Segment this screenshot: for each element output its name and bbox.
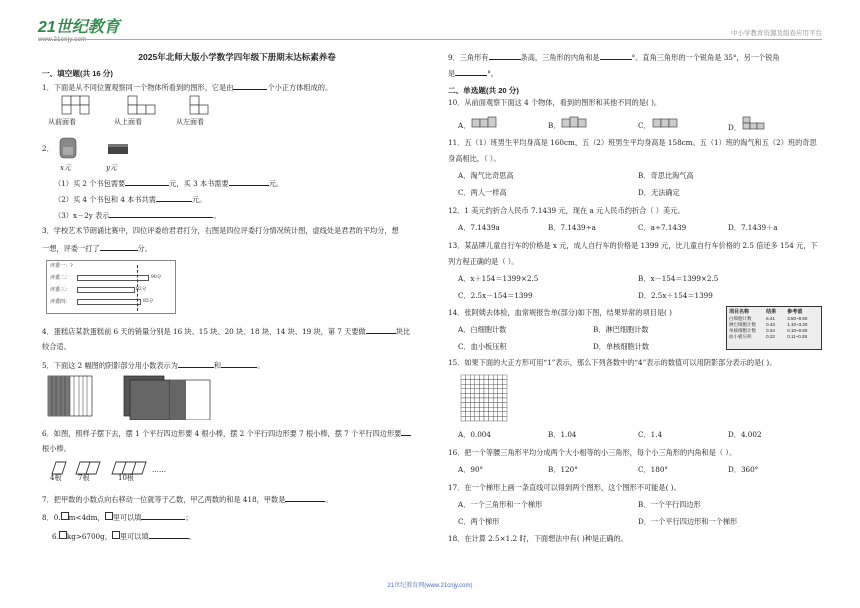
section-fill-blank: 一、填空题(共 16 分) [42, 69, 113, 79]
answer-blank[interactable] [125, 178, 169, 186]
question-7: 7．把甲数的小数点向右移动一位就等于乙数，甲乙两数的和是 418，甲数是 。 [42, 494, 333, 504]
option-c[interactable]: C．180° [638, 465, 668, 474]
question-12-options [458, 223, 818, 233]
view-label-left: 从左面看 [176, 117, 204, 126]
option-a[interactable]: A．x＋154＝1399×2.5 [458, 274, 539, 283]
option-a[interactable]: A．0.004 [458, 430, 491, 439]
question-8: 8．0. m<4dm， 里可以填 ； [42, 512, 193, 522]
question-3-cont: 一想，评委一打了 分。 [42, 243, 152, 253]
option-a[interactable]: A． [458, 116, 548, 133]
option-d[interactable]: D．360° [728, 465, 759, 474]
header-right-text: 中小学教育资源及组卷应用平台 [731, 30, 822, 37]
option-b[interactable]: B．x－154＝1399×2.5 [638, 274, 719, 283]
right-column [448, 52, 828, 582]
judge-4-value: 85分 [143, 298, 154, 304]
logo: 21世纪教育 www.21cnjy.com [38, 19, 120, 43]
question-14: 14．张阿姨去体检，血常规报告单(部分)如下图，结果异常的项目是( ) [448, 308, 672, 317]
question-12: 12．1 美元约折合人民币 7.1439 元，现在 a 元人民币约折合（ ）美元。 [448, 206, 685, 215]
backpack-and-book-icon [56, 132, 136, 166]
answer-blank[interactable] [489, 52, 521, 60]
question-11-options-row-1 [458, 171, 818, 181]
answer-blank[interactable] [221, 360, 257, 368]
question-15: 15．如果下面的大正方形可用“1”表示，那么下列各数中的“4”表示的数值可以用阴影部分表示的是( )。 [448, 358, 777, 367]
table-row: 白细胞计数 6.41 3.50~9.50 [729, 315, 808, 321]
option-d[interactable]: D．单核细胞计数 [593, 342, 650, 351]
option-b[interactable]: B．1.04 [548, 430, 577, 439]
table-header: 结果 [766, 309, 777, 315]
question-5: 5．下面这 2 幅图的阴影部分用小数表示为 和 。 [42, 360, 265, 370]
judge-2-bar [77, 275, 149, 281]
option-c[interactable]: C．血小板压积 [458, 342, 507, 351]
cube-stack-d-icon [741, 116, 771, 130]
question-2-1: （1）买 2 个书包需要 元，买 3 本书需要 元。 [54, 178, 284, 188]
answer-blank[interactable] [455, 68, 487, 76]
answer-blank[interactable] [149, 531, 189, 539]
table-header: 项目名称 [729, 309, 750, 315]
option-d[interactable]: D．4.002 [728, 430, 762, 439]
option-d[interactable]: D．2.5x＋154＝1399 [638, 291, 713, 300]
question-10-options [458, 116, 818, 133]
option-c[interactable]: C．1.4 [638, 430, 663, 439]
page-title: 2025年北师大版小学数学四年级下册期末达标素养卷 [138, 52, 336, 62]
section-single-choice: 二、单选题(共 20 分) [448, 86, 519, 95]
answer-blank[interactable] [366, 326, 396, 334]
book-price: y元 [106, 163, 117, 172]
option-a[interactable]: A．7.1439a [458, 223, 500, 232]
table-row: 血小板压积 0.22 0.11~0.28 [729, 333, 808, 339]
question-13-cont: 列方程正确的是（ ）。 [448, 257, 519, 266]
option-a[interactable]: A．白细胞计数 [458, 325, 507, 334]
option-c[interactable]: C．2.5x－154＝1399 [458, 291, 533, 300]
question-11-options-row-2 [458, 188, 818, 198]
question-9-cont: 是 °。 [448, 69, 498, 78]
cube-stack-c-icon [651, 116, 681, 128]
option-d[interactable]: D． [728, 116, 818, 133]
digit-box[interactable] [112, 531, 120, 539]
question-4: 4．蛋糕店某款蛋糕前 6 天的销量分别是 16 块、15 块、20 块、18 块、14 块、19 块，第 7 天要做 块比 [42, 326, 411, 336]
judge-2-label: 评委二： [50, 274, 71, 281]
hundred-grid-figure [460, 374, 510, 424]
answer-blank[interactable] [229, 178, 269, 186]
judge-3-value: 82分 [136, 286, 147, 292]
question-17-options-row-1 [458, 500, 818, 510]
judge-score-chart [46, 260, 176, 314]
digit-box[interactable] [59, 531, 67, 539]
question-13-options-row-2 [458, 291, 818, 301]
option-c[interactable]: C．a÷7.1439 [638, 223, 687, 232]
option-b[interactable]: B．一个平行四边形 [638, 500, 701, 509]
question-10: 10．从前面观察下面这 4 个物体，看到的图形和其他不同的是( )。 [448, 98, 662, 107]
option-c[interactable]: C． [638, 116, 728, 133]
question-9: 9．三角形有 条高，三角形的内角和是 °。直角三角形的一个锐角是 35°，另一个锐角 [448, 53, 780, 62]
backpack-price: x元 [60, 163, 71, 172]
question-16-options [458, 465, 818, 475]
question-2-2: （2）买 4 个书包和 4 本书共需 元。 [54, 194, 207, 204]
table-row: 淋巴细胞计数 0.43 1.10~3.20 [729, 321, 808, 327]
question-2: 2． [42, 143, 54, 153]
judge-1-label: 评委一：? [50, 262, 73, 269]
question-18: 18．在计算 2.5×1.2 时，下面想法中有( )种是正确的。 [448, 534, 628, 543]
header-divider [38, 39, 822, 40]
question-6-cont: 根小棒。 [42, 443, 71, 453]
judge-3-bar [77, 287, 135, 293]
option-b[interactable]: B．淋巴细胞计数 [593, 325, 649, 334]
option-d[interactable]: D．7.1439＋a [728, 223, 778, 232]
sticks-label-1: 4根 [50, 473, 62, 482]
judge-4-label: 评委四： [50, 298, 71, 305]
option-a[interactable]: A．90° [458, 465, 484, 474]
option-d[interactable]: D．无法确定 [638, 188, 680, 197]
cube-stack-a-icon [470, 116, 500, 128]
option-c[interactable]: C．两人一样高 [458, 188, 507, 197]
question-2-3: （3）x－2y 表示 。 [54, 210, 221, 220]
answer-blank[interactable] [100, 243, 138, 251]
table-header: 参考值 [787, 309, 803, 315]
answer-blank[interactable] [109, 210, 213, 218]
answer-blank[interactable] [156, 194, 192, 202]
view-label-front: 从前面看 [48, 117, 76, 126]
option-a[interactable]: A．一个三角形和一个梯形 [458, 500, 543, 509]
question-13: 13．某品牌儿童自行车的价格是 x 元，成人自行车的价格是 1399 元，比儿童自行车价格的 2.5 倍还多 154 元，下 [448, 241, 818, 250]
option-b[interactable]: B．7.1439÷a [548, 223, 596, 232]
option-a[interactable]: A．淘气比奇思高 [458, 171, 514, 180]
question-17-options-row-2 [458, 517, 818, 527]
shaded-decimal-figures [46, 374, 216, 420]
answer-blank[interactable] [285, 494, 325, 502]
average-line [137, 265, 138, 311]
answer-blank[interactable] [233, 82, 267, 90]
question-1: 1．下面是从不同位置观察同一个物体所看到的图形，它是由 个小正方体组成的。 [42, 82, 333, 92]
judge-4-bar [77, 299, 141, 305]
question-14-options-row-1 [458, 325, 728, 335]
option-b[interactable]: B．120° [548, 465, 578, 474]
answer-blank[interactable] [141, 512, 185, 520]
question-3: 3．学校艺术节朗诵比赛中，四位评委给君君打分，右图是四位评委打分情况统计图，虚线处是君君的平均分，想 [42, 225, 399, 235]
question-17: 17．在一个梯形上画一条直线可以得到两个图形，这个图形不可能是( )。 [448, 483, 681, 492]
question-8-cont: 6. kg>6700g， 里可以填 。 [52, 531, 196, 541]
answer-blank[interactable] [178, 360, 214, 368]
digit-box[interactable] [105, 512, 113, 520]
digit-box[interactable] [61, 512, 69, 520]
option-b[interactable]: B． [548, 116, 638, 133]
question-14-options-row-2 [458, 342, 728, 352]
sticks-label-2: 7根 [78, 473, 90, 482]
view-label-top: 从上面看 [114, 117, 142, 126]
judge-2-value: 90分 [151, 274, 162, 280]
blood-report-table [726, 306, 822, 350]
option-c[interactable]: C．两个梯形 [458, 517, 500, 526]
cube-stack-b-icon [560, 116, 590, 128]
question-13-options-row-1 [458, 274, 818, 284]
answer-blank[interactable] [600, 52, 632, 60]
table-row: 单核细胞计数 0.34 0.10~0.60 [729, 327, 808, 333]
question-11: 11．五（1）班男生平均身高是 160cm，五（2）班男生平均身高是 158cm。五（1）班的淘气和五（2）班的奇思 [448, 138, 817, 147]
question-11-cont: 身高相比，（ ）。 [448, 154, 501, 163]
sticks-ellipsis: …… [152, 465, 166, 474]
question-16: 16．把一个等腰三角形平均分成两个大小相等的小三角形，每个小三角形的内角和是（ ）。 [448, 448, 737, 457]
cube-views-figure [50, 94, 250, 124]
question-15-options [458, 430, 818, 440]
question-4-cont: 较合适。 [42, 341, 71, 351]
option-b[interactable]: B．奇思比淘气高 [638, 171, 694, 180]
answer-blank[interactable] [401, 428, 411, 436]
question-6: 6．如图，照样子摆下去，摆 1 个平行四边形要 4 根小棒，摆 2 个平行四边形要 7 根小棒，摆 7 个平行四边形要 [42, 428, 432, 439]
judge-3-label: 评委三： [50, 286, 71, 293]
page-footer: 21世纪教育网(www.21cnjy.com) [387, 583, 473, 589]
left-column [42, 44, 432, 602]
sticks-label-3: 10根 [118, 473, 134, 482]
option-d[interactable]: D．一个平行四边形和一个梯形 [638, 517, 738, 526]
